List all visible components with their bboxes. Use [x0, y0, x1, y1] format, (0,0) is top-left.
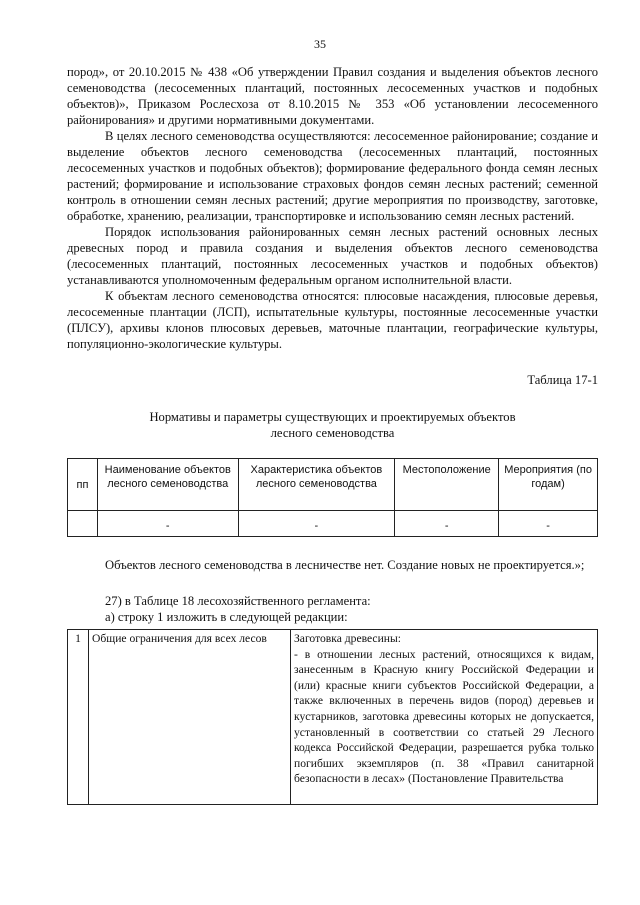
- change-line-2: а) строку 1 изложить в следующей редакции:: [105, 610, 348, 624]
- paragraph-1: пород», от 20.10.2015 № 438 «Об утверждении Правил создания и выделения объектов лесного семеноводства (лесосеменных плантаций, постоянных лесосеменных участков и подобных объектов)», Приказом Рослесхоза от 8.10.2015 № 353 «Об установлении лесосеменного районирования» и другими нормативными документами.: [67, 65, 598, 127]
- table-18-row-text: [291, 630, 598, 805]
- table-17-label: Таблица 17-1: [527, 373, 598, 387]
- table-17-cell: -: [97, 511, 238, 537]
- table-17-header-name: Наименование объектов лесного семеноводства: [97, 459, 238, 511]
- table-row: [68, 630, 598, 805]
- table-17-title: [67, 409, 598, 441]
- table-18: [67, 629, 598, 805]
- table-17-cell: -: [395, 511, 499, 537]
- table-17-header-characteristic: Характеристика объектов лесного семеноводства: [238, 459, 395, 511]
- paragraph-3: Порядок использования районированных семян лесных растений основных лесных древесных пород и правила создания и выделения объектов лесного семеноводства (лесосеменных плантаций, постоянных лесосеменных участков и подобных объектов) устанавливаются уполномоченным федеральным органом исполнительной власти.: [67, 225, 598, 287]
- document-body: [67, 64, 598, 805]
- table-18-row-number: 1: [68, 630, 89, 805]
- page-number: 35: [314, 37, 326, 51]
- paragraph-2: В целях лесного семеноводства осуществляются: лесосеменное районирование; создание и выделение объектов лесного семеноводства (лесосеменных плантаций, постоянных лесосеменных участков и подобных объектов); формирование федерального фонда семян лесных растений; формирование и использование страховых фондов семян лесных растений; семенной контроль в отношении семян лесных растений; другие мероприятия по производству, заготовке, обработке, хранению, реализации, транспортировке и использованию семян лесных растений.: [67, 129, 598, 223]
- table-17-title-line-1: Нормативы и параметры существующих и проектируемых объектов: [149, 410, 516, 424]
- table-17-title-line-2: лесного семеноводства: [270, 426, 395, 440]
- table-17-header-location: Местоположение: [395, 459, 499, 511]
- table-17-header-pp: пп: [68, 459, 98, 511]
- table-row: [68, 511, 598, 537]
- table-18-text-body: - в отношении лесных растений, относящихся к видам, занесенным в Красную книгу Российской Федерации и (или) красные книги субъектов Российской Федерации, а также включенных в перечень видов (пород) деревьев и кустарников, заготовка древесины которых не допускается, установленный в соответствии со статьей 29 Лесного кодекса Российской Федерации, разрешается рубка только погибших экземпляров (п. 38 «Правил санитарной безопасности в лесах» (Постановление Правительства: [294, 647, 594, 786]
- table-17-cell: -: [499, 511, 598, 537]
- table-17-cell: -: [238, 511, 395, 537]
- table-17-cell: [68, 511, 98, 537]
- paragraph-4: К объектам лесного семеноводства относятся: плюсовые насаждения, плюсовые деревья, лесосеменные плантации (ЛСП), испытательные культуры, постоянные лесосеменные участки (ПЛСУ), архивы клонов плюсовых деревьев, маточные плантации, географические культуры, популяционно-экологические культуры.: [67, 289, 598, 351]
- after-table-text: Объектов лесного семеноводства в лесничестве нет. Создание новых не проектируется.»;: [105, 558, 585, 572]
- table-17-header-activities: Мероприятия (по годам): [499, 459, 598, 511]
- table-18-text-title: Заготовка древесины:: [294, 632, 401, 645]
- change-line-1: 27) в Таблице 18 лесохозяйственного регламента:: [105, 594, 371, 608]
- table-17: [67, 458, 598, 537]
- table-18-row-name: Общие ограничения для всех лесов: [89, 630, 291, 805]
- table-17-header-row: [68, 459, 598, 511]
